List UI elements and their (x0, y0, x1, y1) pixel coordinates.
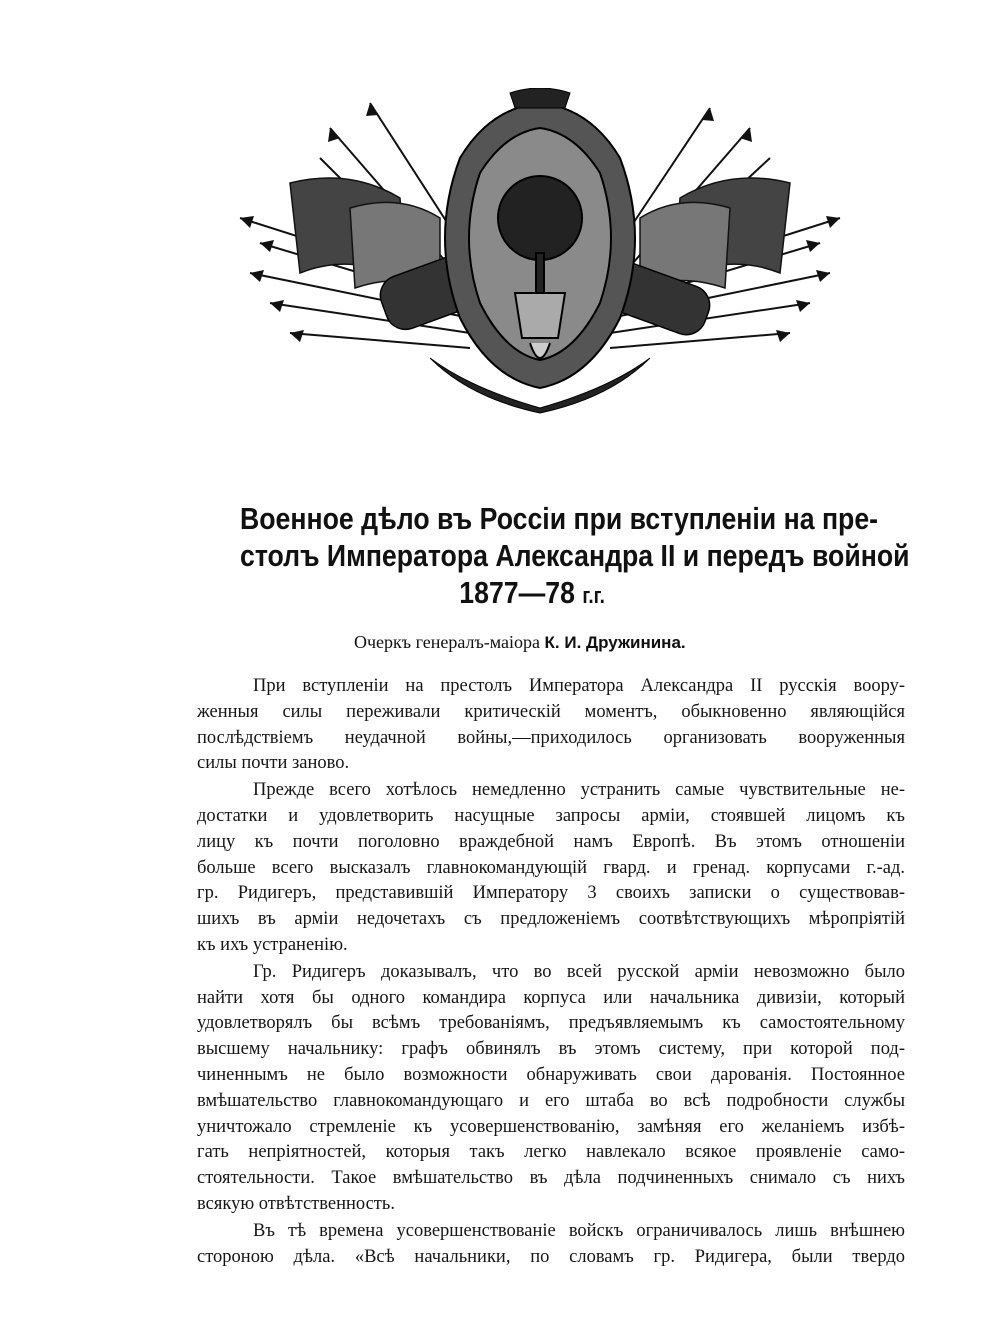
text-line: достатки и удовлетворить насущные запросы арміи, стоявшей лицомъ къ (197, 805, 905, 826)
title-line-1: Военное дѣло въ Россіи при вступленіи на пре- (240, 501, 879, 536)
title-line-2: столъ Императора Александра II и передъ войной (240, 538, 910, 573)
article-body (197, 674, 905, 1271)
article-title (240, 500, 910, 614)
text-line: чиненнымъ не было возможности обнаруживать свои дарованія. Постоянное (197, 1064, 905, 1085)
text-line: При вступленіи на престолъ Императора Александра II русскія воору- (253, 676, 905, 696)
text-line: женныя силы переживали критическій моментъ, обыкновенно являющійся (197, 701, 905, 722)
text-line: послѣдствіемъ неудачной войны,—приходилось организовать вооруженныя (197, 727, 905, 748)
text-line: къ ихъ устраненію. (197, 934, 348, 955)
paragraph (197, 674, 905, 777)
text-line: Гр. Ридигеръ доказывалъ, что во всей русской арміи невозможно было (253, 961, 905, 982)
text-line: удовлетворялъ бы всѣмъ требованіямъ, предъявляемымъ къ самостоятельному (197, 1013, 905, 1034)
text-line: вмѣшательство главнокомандующаго и его штаба во всѣ подробности службы (197, 1090, 905, 1111)
military-trophy-vignette-icon (230, 88, 850, 418)
text-line: стоятельности. Такое вмѣшательство въ дѣла подчиненныхъ снимало съ нихъ (197, 1168, 905, 1189)
text-line: уничтожало стремленіе къ усовершенствованію, замѣняя его желаніемъ избѣ- (197, 1116, 905, 1137)
text-line: шихъ въ арміи недочетахъ съ предложеніемъ соотвѣтствующихъ мѣропріятій (197, 909, 905, 930)
paragraph (197, 778, 905, 959)
title-line-3 (240, 574, 880, 614)
text-line: силы почти заново. (197, 753, 350, 774)
text-line: больше всего высказалъ главнокомандующій гвард. и гренад. корпусами г.-ад. (197, 857, 905, 878)
byline-prefix: Очеркъ генералъ-маіора (354, 632, 541, 652)
text-line: Въ тѣ времена усовершенствованіе войскъ ограничивалось лишь внѣшнею (253, 1220, 905, 1241)
text-line: найти хотя бы одного командира корпуса или начальника дивизіи, который (197, 987, 905, 1008)
paragraph (197, 960, 905, 1218)
byline (354, 632, 686, 653)
text-line: гр. Ридигеръ, представившій Императору 3 своихъ записки о существовав- (197, 883, 905, 904)
header-vignette (230, 88, 850, 418)
text-line: лицу къ почти поголовно враждебной намъ Европѣ. Въ этомъ отношеніи (197, 831, 905, 852)
text-line: стороною дѣла. «Всѣ начальники, по словамъ гр. Ридигера, были твердо (197, 1246, 905, 1267)
text-line: Прежде всего хотѣлось немедленно устранить самые чувствительные не- (253, 780, 905, 801)
text-line: гать непріятностей, которыя такъ легко навлекало всякое проявленіе само- (197, 1142, 905, 1163)
title-years-suffix: г.г. (582, 583, 605, 608)
paragraph (197, 1219, 905, 1271)
title-years: 1877—78 (459, 575, 575, 610)
byline-author: К. И. Дружинина. (544, 633, 686, 652)
text-line: высшему начальнику: графъ обвинялъ въ этомъ систему, при которой под- (197, 1039, 905, 1060)
text-line: всякую отвѣтственность. (197, 1193, 395, 1214)
